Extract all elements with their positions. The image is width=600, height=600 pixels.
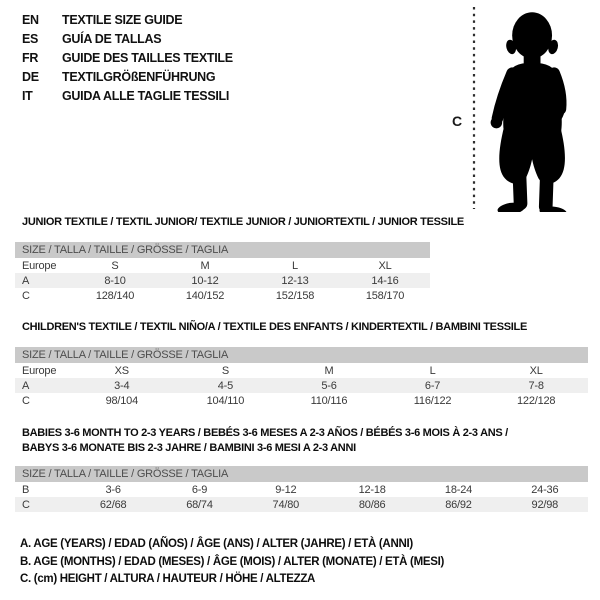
table-cell: XL — [529, 364, 543, 377]
table-row — [15, 378, 588, 393]
table-cell: 92/98 — [531, 498, 559, 511]
table-cell: 128/140 — [95, 289, 135, 302]
lang-row-fr — [22, 48, 233, 67]
legend-line-b: B. AGE (MONTHS) / EDAD (MESES) / ÂGE (MOIS) / ALTER (MONATE) / ETÀ (MESI) — [20, 555, 445, 568]
legend-line-c: C. (cm) HEIGHT / ALTURA / HAUTEUR / HÖHE / ALTEZZA — [20, 573, 316, 585]
table-cell: 8-10 — [104, 274, 126, 287]
table-cell: A — [22, 274, 30, 287]
measurement-legend — [20, 536, 444, 589]
lang-code: IT — [22, 88, 33, 103]
table-row — [15, 258, 430, 273]
junior-table-title: JUNIOR TEXTILE / TEXTIL JUNIOR/ TEXTILE JUNIOR / JUNIORTEXTIL / JUNIOR TESSILE — [22, 216, 464, 228]
table-cell: M — [200, 259, 210, 272]
junior-size-table — [15, 242, 430, 303]
table-row — [15, 273, 430, 288]
lang-label: GUIDE DES TAILLES TEXTILE — [62, 50, 233, 65]
table-cell: 18-24 — [444, 483, 473, 496]
table-row — [15, 363, 588, 378]
lang-code: DE — [22, 69, 39, 84]
table-cell: 6-7 — [424, 379, 441, 392]
table-cell: 9-12 — [275, 483, 297, 496]
table-cell: 86/92 — [445, 498, 472, 511]
lang-code: FR — [22, 50, 39, 65]
table-cell: L — [429, 364, 436, 377]
table-cell: 152/158 — [275, 289, 315, 302]
table-cell: C — [22, 289, 30, 302]
legend-line-a: A. AGE (YEARS) / EDAD (AÑOS) / ÂGE (ANS) / ALTER (JAHRE) / ETÀ (ANNI) — [20, 538, 413, 550]
table-cell: Europe — [22, 259, 57, 272]
table-cell: C — [22, 394, 30, 407]
table-cell: 62/68 — [99, 498, 127, 511]
table-cell: 74/80 — [272, 498, 300, 511]
table-cell: 122/128 — [516, 394, 556, 407]
table-cell: 140/152 — [185, 289, 225, 302]
table-cell: M — [324, 364, 334, 377]
table-cell: 4-5 — [217, 379, 234, 392]
lang-label: TEXTILGRÖßENFÜHRUNG — [62, 69, 216, 84]
table-cell: 116/122 — [413, 394, 452, 407]
table-cell: S — [111, 259, 119, 272]
table-row — [15, 482, 588, 497]
table-cell: Europe — [22, 364, 57, 377]
lang-code: ES — [22, 31, 39, 46]
table-row — [15, 393, 588, 408]
children-size-table — [15, 347, 588, 408]
language-header — [22, 10, 233, 105]
lang-label: GUÍA DE TALLAS — [62, 31, 162, 46]
table-cell: 12-18 — [358, 483, 386, 496]
size-header-bar: SIZE / TALLA / TAILLE / GRÖSSE / TAGLIA — [15, 347, 588, 363]
table-cell: 10-12 — [191, 274, 219, 287]
table-cell: 3-6 — [105, 483, 121, 496]
table-cell: B — [22, 483, 30, 496]
table-row — [15, 288, 430, 303]
table-cell: 98/104 — [105, 394, 139, 407]
table-cell: 68/74 — [186, 498, 213, 511]
lang-label: GUIDA ALLE TAGLIE TESSILI — [62, 88, 230, 103]
table-cell: L — [292, 259, 298, 272]
table-cell: XL — [378, 259, 392, 272]
size-header-bar: SIZE / TALLA / TAILLE / GRÖSSE / TAGLIA — [15, 242, 430, 258]
table-cell: 5-6 — [321, 379, 337, 392]
babies-table-title: BABIES 3-6 MONTH TO 2-3 YEARS / BEBÉS 3-6 MESES A 2-3 AÑOS / BÉBÉS 3-6 MOIS À 2-3 ANS / BABYS 3-6 MONATE BIS 2-3 JAHRE / BAMBINI 3-6 MESI A 2-3 ANNI — [22, 427, 508, 454]
table-cell: 7-8 — [528, 379, 544, 392]
lang-label: TEXTILE SIZE GUIDE — [62, 12, 183, 27]
lang-row-it — [22, 86, 233, 105]
height-figure — [440, 4, 600, 212]
table-cell: C — [22, 498, 30, 511]
table-cell: 80/86 — [358, 498, 386, 511]
lang-row-es — [22, 29, 233, 48]
lang-row-en — [22, 10, 233, 29]
children-table-title: CHILDREN'S TEXTILE / TEXTIL NIÑO/A / TEXTILE DES ENFANTS / KINDERTEXTIL / BAMBINI TESSILE — [22, 321, 527, 333]
table-cell: A — [22, 379, 30, 392]
table-cell: 6-9 — [191, 483, 208, 496]
lang-code: EN — [22, 12, 39, 27]
table-cell: 158/170 — [365, 289, 405, 302]
table-cell: XS — [114, 364, 129, 377]
table-cell: 12-13 — [281, 274, 309, 287]
table-cell: S — [221, 364, 229, 377]
baby-silhouette-icon — [491, 12, 568, 212]
table-row — [15, 497, 588, 512]
table-cell: 104/110 — [206, 394, 245, 407]
table-cell: 14-16 — [371, 274, 399, 287]
size-header-bar: SIZE / TALLA / TAILLE / GRÖSSE / TAGLIA — [15, 466, 588, 482]
table-cell: 110/116 — [310, 394, 348, 407]
table-cell: 3-4 — [114, 379, 130, 392]
measure-label-c: C — [452, 113, 463, 129]
lang-row-de — [22, 67, 233, 86]
table-cell: 24-36 — [531, 483, 559, 496]
babies-size-table — [15, 466, 588, 512]
